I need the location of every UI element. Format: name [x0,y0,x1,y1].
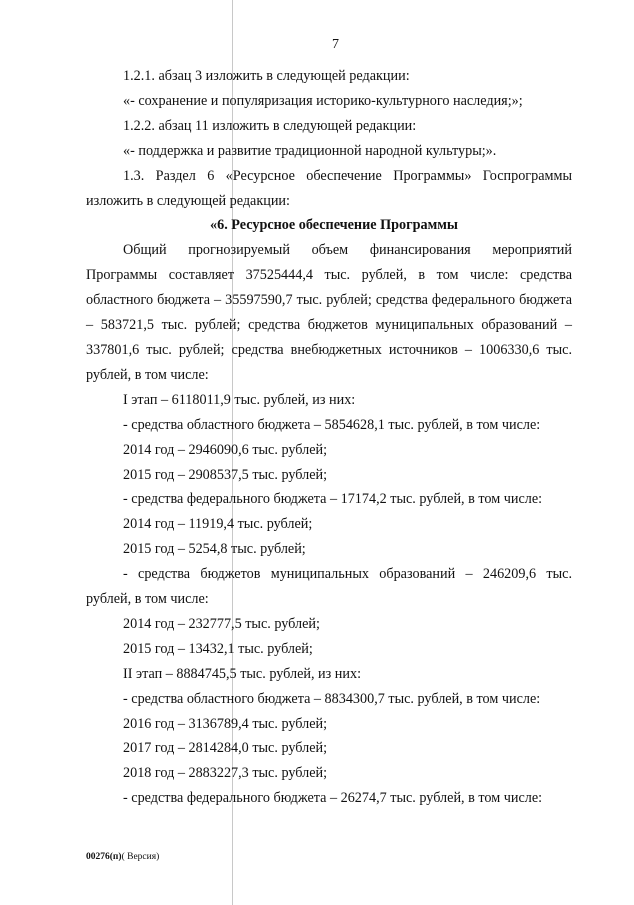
paragraph: - средства федерального бюджета – 17174,2 тыс. рублей, в том числе: [123,491,543,508]
paragraph: 1.2.1. абзац 3 изложить в следующей редакции: [123,68,410,84]
paragraph: 2015 год – 2908537,5 тыс. рублей; [123,466,328,483]
paragraph: 2016 год – 3136789,4 тыс. рублей; [123,715,328,732]
paragraph: 2015 год – 5254,8 тыс. рублей; [123,541,306,558]
paragraph: 2015 год – 13432,1 тыс. рублей; [123,640,313,657]
paragraph: II этап – 8884745,5 тыс. рублей, из них: [123,665,362,682]
page-number: 7 [332,37,339,52]
paragraph: 2017 год – 2814284,0 тыс. рублей; [123,740,328,757]
paragraph: Общий прогнозируемый объем финансирования мероприятий Программы составляет 37525444,4 тыс. рублей, в том числе: средства областного бюджета – 35597590,7 тыс. рублей; средства федерального бюджета – 583721,5 тыс. рублей; средства бюджетов муниципальных образований – 337801,6 тыс. рублей; средства внебюджетных источников – 1006330,6 тыс. рублей, в том числе: [86,242,572,383]
paragraph: 2014 год – 232777,5 тыс. рублей; [123,615,320,632]
document-footer [86,852,159,862]
section-heading: «6. Ресурсное обеспечение Программы [210,217,458,234]
paragraph: 1.2.2. абзац 11 изложить в следующей редакции: [123,117,417,134]
paragraph: - средства областного бюджета – 8834300,7 тыс. рублей, в том числе: [123,690,541,707]
paragraph: 2014 год – 2946090,6 тыс. рублей; [123,441,328,458]
paragraph: - средства федерального бюджета – 26274,7 тыс. рублей, в том числе: [123,790,543,807]
paragraph: I этап – 6118011,9 тыс. рублей, из них: [123,391,356,408]
paragraph: - средства бюджетов муниципальных образований – 246209,6 тыс. рублей, в том числе: [86,566,572,608]
paragraph: 2014 год – 11919,4 тыс. рублей; [123,516,313,533]
document-body [86,64,572,811]
document-code: 00276(п) [86,852,122,862]
paragraph: 1.3. Раздел 6 «Ресурсное обеспечение Программы» Госпрограммы изложить в следующей редакции: [86,167,572,209]
paragraph: «- сохранение и популяризация историко-культурного наследия;»; [123,92,523,109]
paragraph: 2018 год – 2883227,3 тыс. рублей; [123,765,328,782]
document-version: ( Версия) [121,852,160,862]
paragraph: «- поддержка и развитие традиционной народной культуры;». [123,142,497,159]
paragraph: - средства областного бюджета – 5854628,1 тыс. рублей, в том числе: [123,416,541,433]
